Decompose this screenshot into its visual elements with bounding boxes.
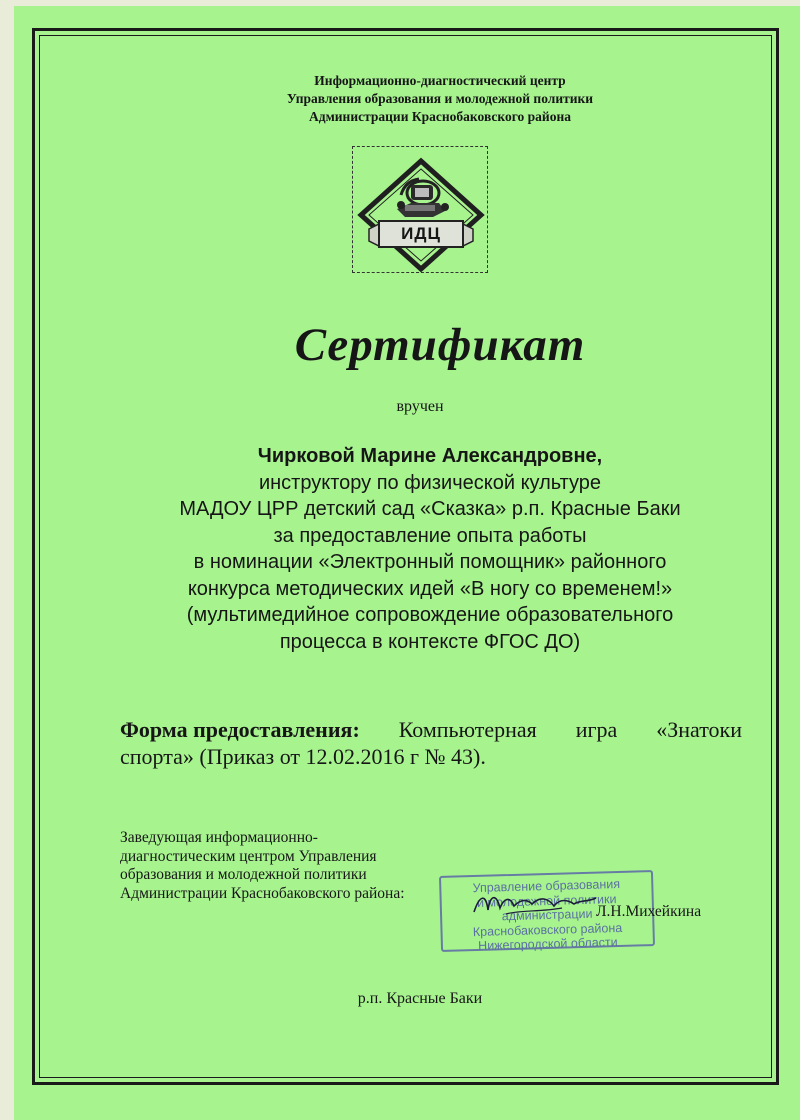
issuer-line: Информационно-диагностический центр — [314, 73, 566, 88]
logo-text: ИДЦ — [401, 224, 441, 243]
form-word: игра — [575, 717, 618, 742]
certificate-title: Сертификат — [294, 319, 586, 371]
recipient-line: МАДОУ ЦРР детский сад «Сказка» р.п. Красные Баки — [179, 498, 681, 520]
recipient-block — [120, 443, 740, 655]
recipient-line: процесса в контексте ФГОС ДО) — [279, 630, 581, 653]
issuer-line: Администрации Краснобаковского района — [309, 109, 571, 124]
recipient-name: Чирковой Марине Александровне, — [257, 445, 603, 467]
submission-form — [120, 716, 742, 770]
recipient-line: в номинации «Электронный помощник» районного — [193, 551, 667, 573]
recipient-line: за предоставление опыта работы — [273, 524, 587, 547]
idc-logo — [352, 146, 488, 273]
signatory-line: диагностическим центром Управления — [120, 847, 377, 865]
signatory-line: Администрации Краснобаковского района: — [120, 884, 405, 902]
stamp-line: администрации — [501, 906, 593, 924]
issue-place: р.п. Красные Баки — [357, 990, 483, 1007]
form-line-2: спорта» (Приказ от 12.02.2016 г № 43). — [120, 744, 486, 769]
handwritten-signature — [470, 886, 600, 922]
form-word: «Знатоки — [656, 717, 742, 742]
form-word: Компьютерная — [398, 717, 537, 742]
signatory-line: образования и молодежной политики — [120, 866, 367, 883]
handed-text: вручен — [396, 398, 444, 415]
issuer-line: Управления образования и молодежной политики — [286, 91, 594, 106]
idc-logo-icon — [353, 147, 489, 274]
stamp-line: Управление образования — [472, 876, 621, 896]
signatory-name: Л.Н.Михейкина — [596, 903, 702, 920]
signatory-line: Заведующая информационно- — [120, 829, 318, 846]
stamp-line: Краснобаковского района — [472, 920, 623, 939]
recipient-line: конкурса методических идей «В ногу со временем!» — [187, 577, 673, 600]
issuer-header — [230, 72, 650, 126]
recipient-line: инструктору по физической культуре — [258, 471, 602, 494]
stamp-line: и молодежной политики — [476, 891, 617, 910]
stamp-line: Нижегородской области — [477, 935, 618, 953]
form-line — [120, 716, 742, 743]
recipient-line: (мультимедийное сопровождение образовательного — [186, 604, 674, 626]
form-label: Форма предоставления: — [120, 717, 360, 742]
